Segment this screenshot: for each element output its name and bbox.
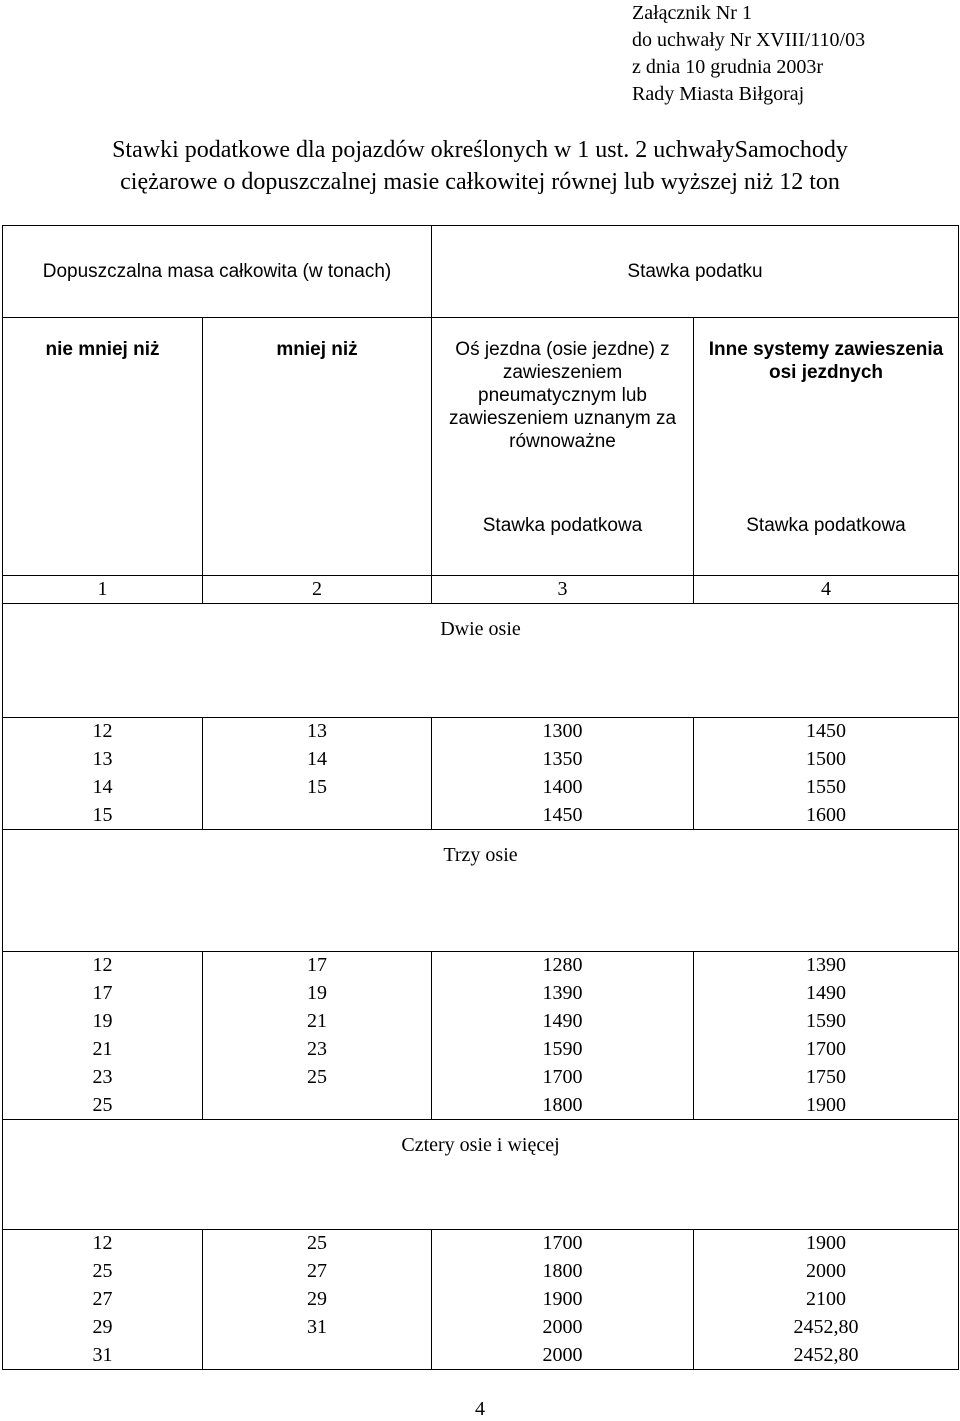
table-cell: 21 [3,1036,203,1064]
section-header-row [3,1120,959,1230]
table-cell: 27 [3,1286,203,1314]
table-cell: 1280 [432,952,694,980]
table-cell: 1800 [432,1258,694,1286]
table-row [3,1342,959,1370]
table-cell: 1700 [432,1230,694,1258]
section-title: Dwie osie [3,604,959,718]
table-row [3,1092,959,1120]
table-row [3,1286,959,1314]
table-row [3,1314,959,1342]
table-row [3,1036,959,1064]
table-cell: 25 [3,1258,203,1286]
col-number-2: 2 [203,576,432,604]
table-cell: 17 [203,952,432,980]
table-cell: 2000 [432,1342,694,1370]
page-number: 4 [475,1398,485,1420]
table-cell: 1750 [694,1064,959,1092]
col-number-4: 4 [694,576,959,604]
table-cell: 12 [3,1230,203,1258]
table-cell: 1900 [432,1286,694,1314]
annex-line-1: Załącznik Nr 1 [632,2,752,24]
table-row [3,802,959,830]
document-title [14,134,946,198]
table-cell: 1490 [694,980,959,1008]
table-cell: 14 [3,774,203,802]
section-title: Trzy osie [3,830,959,952]
table-cell [203,1342,432,1370]
table-cell: 25 [203,1064,432,1092]
table-cell: 1700 [694,1036,959,1064]
section-title: Cztery osie i więcej [3,1120,959,1230]
header-other: Inne systemy zawieszenia osi jezdnych [694,318,959,506]
annex-line-2: do uchwały Nr XVIII/110/03 [632,29,866,51]
title-line-2: ciężarowe o dopuszczalnej masie całkowitej równej lub wyższej niż 12 ton [120,169,840,195]
title-line-1: Stawki podatkowe dla pojazdów określonych w 1 ust. 2 uchwałySamochody [112,137,848,163]
table-cell: 1390 [694,952,959,980]
section-header-row [3,830,959,952]
table-cell: 1700 [432,1064,694,1092]
table-cell: 1300 [432,718,694,746]
table-cell: 1500 [694,746,959,774]
table-cell: 12 [3,952,203,980]
header-pneumatic: Oś jezdna (osie jezdne) z zawieszeniem pneumatycznym lub zawieszeniem uznanym za równoważne [432,318,694,506]
table-row [3,718,959,746]
table-row [3,952,959,980]
table-cell: 17 [3,980,203,1008]
table-cell: 19 [203,980,432,1008]
table-cell: 1390 [432,980,694,1008]
table-row [3,1064,959,1092]
table-cell: 1490 [432,1008,694,1036]
table-cell: 1590 [432,1036,694,1064]
table-cell: 29 [203,1286,432,1314]
table-cell: 19 [3,1008,203,1036]
col-number-3: 3 [432,576,694,604]
table-cell: 2000 [432,1314,694,1342]
table-cell: 13 [203,718,432,746]
table-cell: 1800 [432,1092,694,1120]
table-cell: 12 [3,718,203,746]
table-cell: 1450 [432,802,694,830]
table-cell: 25 [3,1092,203,1120]
table-row [3,980,959,1008]
table-cell: 1550 [694,774,959,802]
table-cell: 13 [3,746,203,774]
table-cell: 14 [203,746,432,774]
header-not-less: nie mniej niż [3,318,203,576]
table-row [3,1008,959,1036]
table-cell: 1350 [432,746,694,774]
table-cell: 2000 [694,1258,959,1286]
table-row [3,774,959,802]
header-less: mniej niż [203,318,432,576]
table-cell: 15 [203,774,432,802]
table-cell: 1400 [432,774,694,802]
header-rate-other: Stawka podatkowa [694,506,959,576]
col-number-1: 1 [3,576,203,604]
table-row [3,1230,959,1258]
table-cell: 1600 [694,802,959,830]
table-row [3,746,959,774]
table-cell: 2100 [694,1286,959,1314]
table-cell: 2452,80 [694,1342,959,1370]
table-cell: 1450 [694,718,959,746]
table-cell: 25 [203,1230,432,1258]
table-cell: 1590 [694,1008,959,1036]
table-cell: 1900 [694,1230,959,1258]
header-mass: Dopuszczalna masa całkowita (w tonach) [3,226,432,318]
table-cell: 31 [203,1314,432,1342]
table-row [3,1258,959,1286]
header-rate: Stawka podatku [432,226,959,318]
table-cell: 27 [203,1258,432,1286]
table-cell: 29 [3,1314,203,1342]
table-cell: 23 [3,1064,203,1092]
tax-rate-table [2,225,959,1370]
table-cell: 23 [203,1036,432,1064]
annex-line-4: Rady Miasta Biłgoraj [632,83,805,105]
header-rate-pneumatic: Stawka podatkowa [432,506,694,576]
table-cell: 2452,80 [694,1314,959,1342]
annex-note [632,0,865,108]
table-cell: 31 [3,1342,203,1370]
table-cell [203,1092,432,1120]
table-cell: 21 [203,1008,432,1036]
table-cell: 1900 [694,1092,959,1120]
section-header-row [3,604,959,718]
table-cell: 15 [3,802,203,830]
annex-line-3: z dnia 10 grudnia 2003r [632,56,824,78]
table-cell [203,802,432,830]
